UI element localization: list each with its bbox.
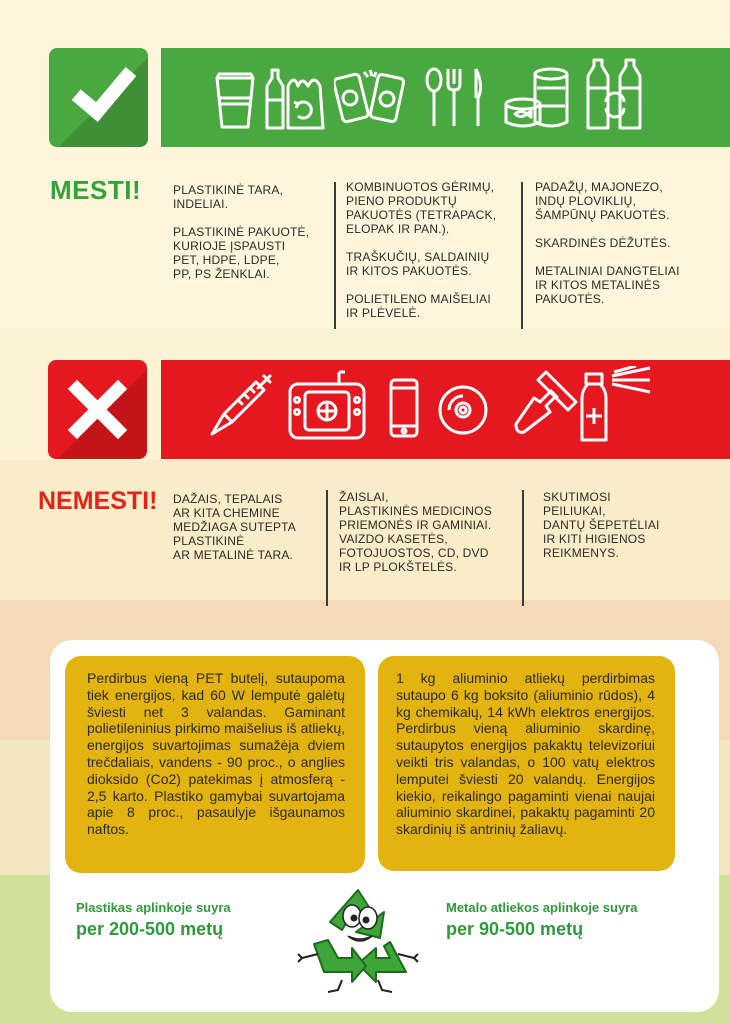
allowed-title: MESTI! (50, 175, 142, 205)
list-item: DAŽAIS, TEPALAIS AR KITA CHEMINE MEDŽIAGA SUTEPTA PLASTIKINĖ AR METALINĖ TARA. (173, 492, 296, 562)
metal-decomposition-value: per 90-500 metų (446, 919, 584, 939)
forbidden-column-2 (339, 490, 519, 588)
list-item: TRAŠKUČIŲ, SALDAINIŲ IR KITOS PAKUOTĖS. (346, 250, 490, 278)
divider (334, 182, 336, 329)
razor-icon (510, 368, 580, 438)
cans-icon (334, 66, 410, 126)
forbidden-column-3 (543, 490, 713, 574)
phone-icon (389, 378, 419, 438)
list-item: SKARDINĖS DĖŽUTĖS. (535, 236, 671, 250)
list-item: METALINIAI DANGTELIAI IR KITOS METALINĖS PAKUOTĖS. (535, 264, 680, 306)
cutlery-icon (424, 66, 488, 130)
bottle-bag-icon (264, 66, 326, 132)
recycling-mascot-icon (294, 884, 424, 994)
cross-icon (48, 360, 147, 459)
cd-icon (437, 384, 489, 436)
allowed-column-1 (173, 183, 333, 295)
metal-decomposition-label: Metalo atliekos aplinkoje suyra (446, 900, 638, 915)
list-item: KOMBINUOTOS GĖRIMŲ, PIENO PRODUKTŲ PAKUOTĖS (TETRAPACK, ELOPAK IR PAN.). (346, 180, 497, 236)
plastic-decomposition-label: Plastikas aplinkoje suyra (76, 900, 231, 915)
metal-fact: 1 kg aliuminio atliekų perdirbimas sutaupo 6 kg boksito (aliuminio rūdos), 4 kg chemikalų, 14 kWh elektros energijos. Perdirbus vieną aliuminio skardinę, sutaupytos energijos pakaktų televizoriui veikti tris valandas, o 100 vatų elektros lemputei šviesti 20 valandų. Energijos kiekio, reikalingo pagaminti vienai naujai aliuminio skardinei, pakaktų pagaminti 20 skardinių iš antrinių žaliavų. (378, 656, 675, 871)
pet-bottles-icon (584, 58, 646, 132)
list-item: SKUTIMOSI PEILIUKAI, DANTŲ ŠEPETĖLIAI IR KITI HIGIENOS REIKMENYS. (543, 490, 660, 560)
divider (521, 182, 523, 329)
divider (522, 490, 524, 606)
divider (326, 490, 328, 606)
forbidden-title: NEMESTI! (38, 487, 158, 515)
check-mark-icon (49, 48, 148, 147)
list-item: PADAŽŲ, MAJONEZO, INDŲ PLOVIKLIŲ, ŠAMPŪNŲ PAKUOTĖS. (535, 180, 670, 222)
spray-icon (580, 366, 654, 442)
allowed-column-3 (535, 180, 715, 320)
tin-cans-icon (503, 66, 571, 130)
allowed-column-2 (346, 180, 518, 334)
toy-remote-icon (287, 368, 367, 442)
list-item: PLASTIKINĖ PAKUOTĖ, KURIOJE ĮSPAUSTI PET, HDPE, LDPE, PP, PS ŽENKLAI. (173, 225, 310, 281)
forbidden-column-1 (173, 492, 333, 576)
plastic-decomposition-value: per 200-500 metų (76, 919, 224, 939)
list-item: PLASTIKINĖ TARA, INDELIAI. (173, 183, 284, 211)
plastic-cup-icon (214, 72, 256, 130)
list-item: POLIETILENO MAIŠELIAI IR PLĖVELĖ. (346, 292, 491, 320)
list-item: ŽAISLAI, PLASTIKINĖS MEDICINOS PRIEMONĖS IR GAMINIAI. VAIZDO KASETĖS, FOTOJUOSTOS, CD, DVD IR LP PLOKŠTELĖS. (339, 490, 492, 574)
syringe-icon (206, 370, 276, 440)
plastic-fact: Perdirbus vieną PET butelį, sutaupoma tiek energijos, kad 60 W lemputė galėtų šviesti net 3 valandas. Gaminant polietileninius pirkimo maišelius iš atliekų, energijos suvartojimas sumažėja dviem trečdaliais, vandens - 90 proc., o anglies dioksido (Co2) patekimas į atmosferą - 2,5 karto. Plastiko gamybai suvartojama apie 8 proc., pasaulyje išgaunamos naftos. (65, 656, 365, 873)
